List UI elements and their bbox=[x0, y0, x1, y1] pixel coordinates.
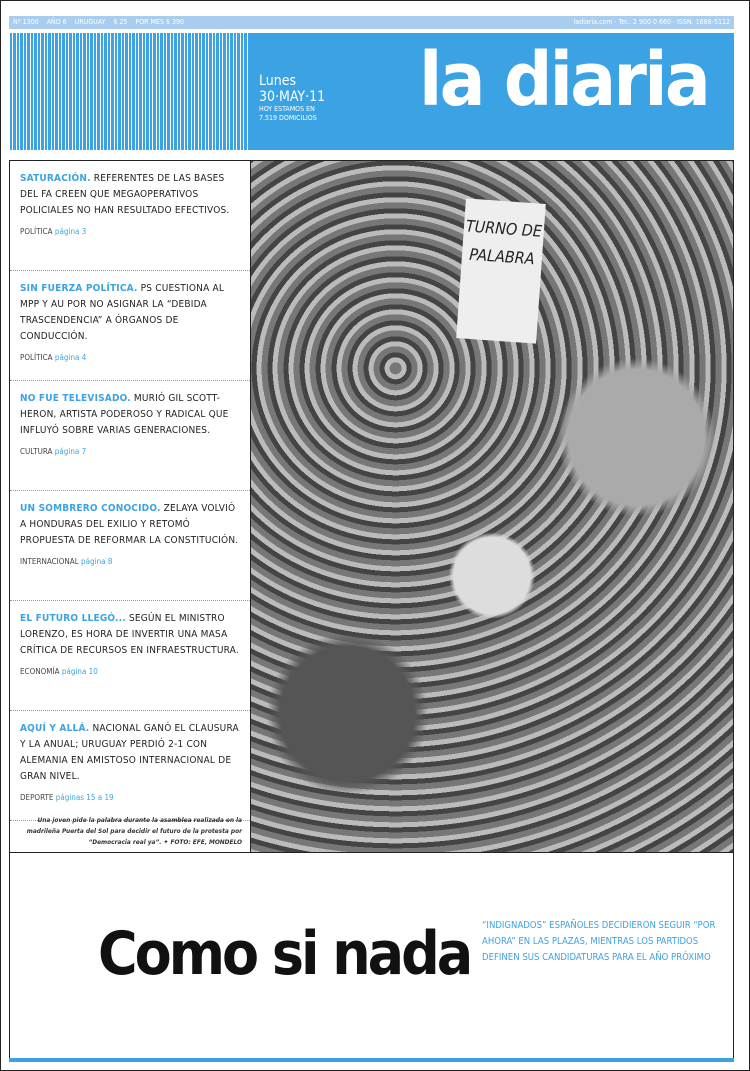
lead-headline: Como si nada bbox=[98, 919, 471, 989]
story-kicker: NO FUE TELEVISADO. bbox=[20, 393, 131, 404]
monthly-price: POR MES $ 390 bbox=[135, 18, 184, 26]
story-text: REFERENTES DE LAS BASES DEL FA CREEN QUE MEGAOPERATIVOS POLICIALES NO HAN RESULTADO EFECTIVOS. bbox=[20, 173, 230, 216]
story-page: página 7 bbox=[54, 447, 87, 456]
lead-deck: “INDIGNADOS” ESPAÑOLES DECIDIERON SEGUIR “POR AHORA” EN LAS PLAZAS, MIENTRAS LOS PARTIDOS DEFINEN SUS CANDIDATURAS PARA EL AÑO PRÓXIMO bbox=[482, 920, 716, 963]
story-item[interactable] bbox=[10, 161, 250, 271]
story-page: páginas 15 a 19 bbox=[55, 793, 114, 802]
date: 30·MAY·11 bbox=[259, 89, 326, 105]
date-block bbox=[259, 73, 325, 123]
weekday: Lunes bbox=[259, 73, 297, 89]
lead-photo[interactable] bbox=[250, 160, 734, 853]
story-page: página 10 bbox=[61, 667, 98, 676]
story-section: DEPORTE bbox=[20, 793, 54, 802]
story-section: POLÍTICA bbox=[20, 227, 53, 236]
photo-caption: Una joven pide la palabra durante la asamblea realizada en la madrileña Puerta del Sol para decidir el futuro de la protesta por “Democracia real ya”. ✦ FOTO: EFE, MONDELO bbox=[26, 816, 242, 846]
story-section: CULTURA bbox=[20, 447, 53, 456]
story-section: ECONOMÍA bbox=[20, 667, 60, 676]
story-text: PS CUESTIONA AL MPP Y AU POR NO ASIGNAR LA “DEBIDA TRASCENDENCIA” A ÓRGANOS DE CONDUCCIÓN. bbox=[20, 283, 225, 342]
issue-number: Nº 1300 bbox=[13, 18, 39, 26]
story-item[interactable] bbox=[10, 381, 250, 491]
story-kicker: EL FUTURO LLEGÓ... bbox=[20, 613, 126, 624]
contact-info: ladiaria.com · Tel.: 2 900 0 660 · ISSN: 1688-5112 bbox=[573, 18, 730, 26]
newspaper-logo: la diaria bbox=[419, 37, 709, 123]
story-text: SEGÚN EL MINISTRO LORENZO, ES HORA DE INVERTIR UNA MASA CRÍTICA DE RECURSOS EN INFRAESTRUCTURA. bbox=[20, 613, 239, 656]
lead-story[interactable] bbox=[9, 853, 734, 1059]
story-page: página 8 bbox=[81, 557, 113, 566]
circulation-line2: 7.519 DOMICILIOS bbox=[259, 114, 317, 122]
story-page: página 3 bbox=[54, 227, 87, 236]
price: $ 25 bbox=[113, 18, 128, 26]
story-text: MURIÓ GIL SCOTT-HERON, ARTISTA PODEROSO Y RADICAL QUE INFLUYÓ SOBRE VARIAS GENERACIONES. bbox=[20, 393, 229, 436]
top-info-bar bbox=[9, 16, 734, 29]
stripes-decoration bbox=[9, 33, 249, 150]
circulation-line1: HOY ESTAMOS EN bbox=[259, 105, 315, 113]
story-kicker: UN SOMBRERO CONOCIDO. bbox=[20, 503, 161, 514]
masthead bbox=[9, 33, 734, 150]
story-item[interactable] bbox=[10, 491, 250, 601]
story-kicker: SIN FUERZA POLÍTICA. bbox=[20, 283, 138, 294]
story-text: NACIONAL GANÓ EL CLAUSURA Y LA ANUAL; URUGUAY PERDIÓ 2-1 CON ALEMANIA EN AMISTOSO INTERNACIONAL DE GRAN NIVEL. bbox=[20, 723, 239, 782]
story-section: INTERNACIONAL bbox=[20, 557, 79, 566]
story-column bbox=[9, 160, 250, 853]
story-kicker: AQUÍ Y ALLÁ. bbox=[20, 723, 90, 734]
story-section: POLÍTICA bbox=[20, 353, 53, 362]
footer-bar bbox=[9, 1058, 734, 1062]
story-text: ZELAYA VOLVIÓ A HONDURAS DEL EXILIO Y RETOMÓ PROPUESTA DE REFORMAR LA CONSTITUCIÓN. bbox=[20, 503, 239, 546]
story-kicker: SATURACIÓN. bbox=[20, 173, 91, 184]
year: AÑO 6 bbox=[46, 18, 67, 26]
country: URUGUAY bbox=[74, 18, 106, 26]
story-item[interactable] bbox=[10, 711, 250, 821]
story-item[interactable] bbox=[10, 601, 250, 711]
protest-sign: TURNO DE PALABRA bbox=[456, 198, 546, 343]
story-item[interactable] bbox=[10, 271, 250, 381]
story-page: página 4 bbox=[54, 353, 87, 362]
